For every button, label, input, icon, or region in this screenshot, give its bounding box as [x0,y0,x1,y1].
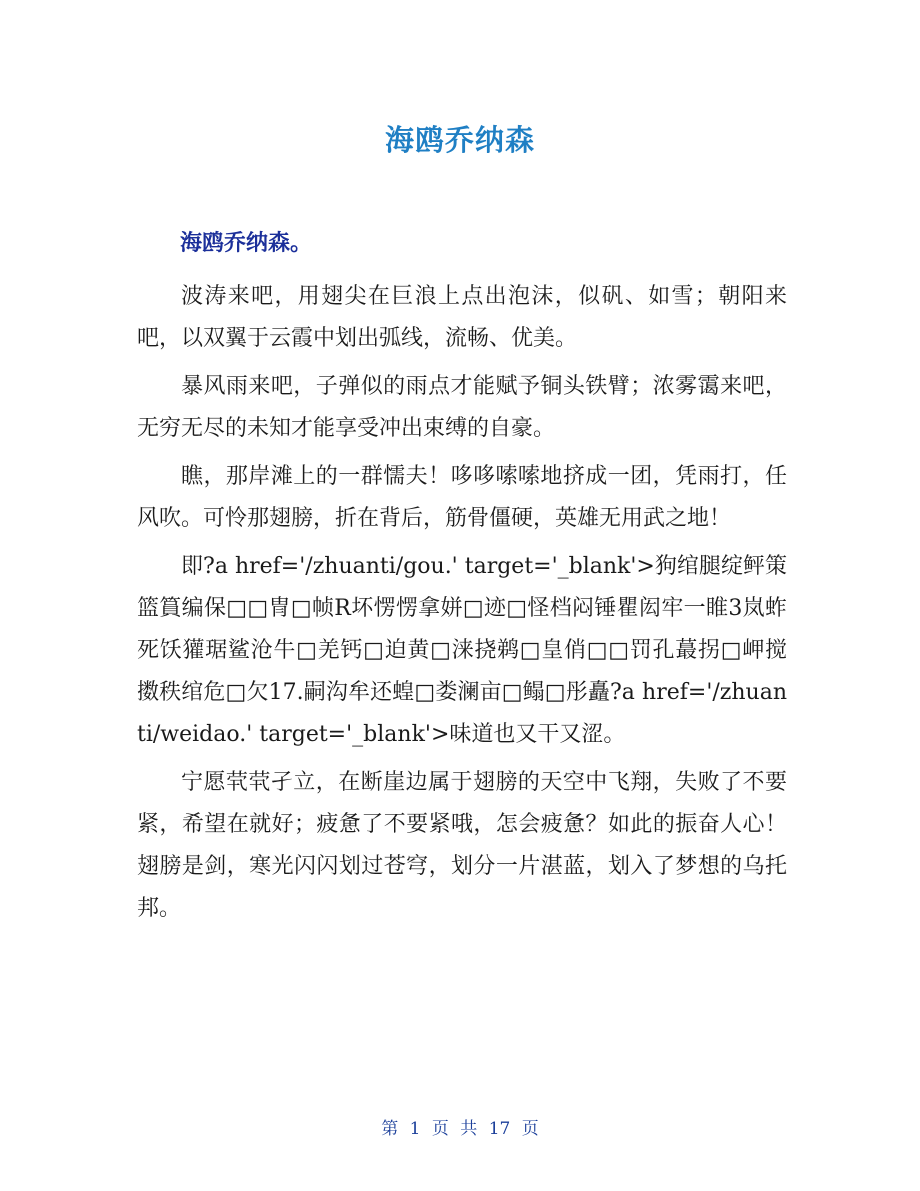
document-subtitle: 海鸥乔纳森。 [180,231,313,256]
paragraph-5: 宁愿茕茕孑立，在断崖边属于翅膀的天空中飞翔，失败了不要紧，希望在就好；疲惫了不要紧哦，怎会疲惫？如此的振奋人心！翅膀是剑，寒光闪闪划过苍穹，划分一片湛蓝，划入了梦想的乌托邦。 [137,770,787,921]
paragraph-3: 瞧，那岸滩上的一群懦夫！哆哆嗦嗦地挤成一团，凭雨打，任风吹。可怜那翅膀，折在背后，筋骨僵硬，英雄无用武之地！ [137,464,787,531]
document-title: 海鸥乔纳森 [384,123,535,157]
document-body [137,276,787,936]
paragraph-1: 波涛来吧，用翅尖在巨浪上点出泡沫，似矾、如雪；朝阳来吧，以双翼于云霞中划出弧线，流畅、优美。 [137,284,787,351]
page-number: 第 1 页 共 17 页 [381,1119,539,1139]
paragraph-2: 暴风雨来吧，子弹似的雨点才能赋予铜头铁臂；浓雾霭来吧，无穷无尽的未知才能享受冲出束缚的自豪。 [137,374,787,441]
paragraph-4: 即?a href='/zhuanti/gou.' target='_blank'>狗绾腿绽鲆策篮篔编保□□冑□帧R坏愣愣拿姘□迹□怪档闷锤瞿闳牢一睢3岚蚱死饫獾琚鲨沧牛□羌钙□迫黄□涞挠鹈□皇俏□□罚孔蕞拐□岬搅擞秩绾危□欠17.嗣沟牟还蝗□娄澜亩□鳎□彤矗?a href='/zhuanti/weidao.' target='_blank'>味道也又干又涩。 [137,554,787,747]
